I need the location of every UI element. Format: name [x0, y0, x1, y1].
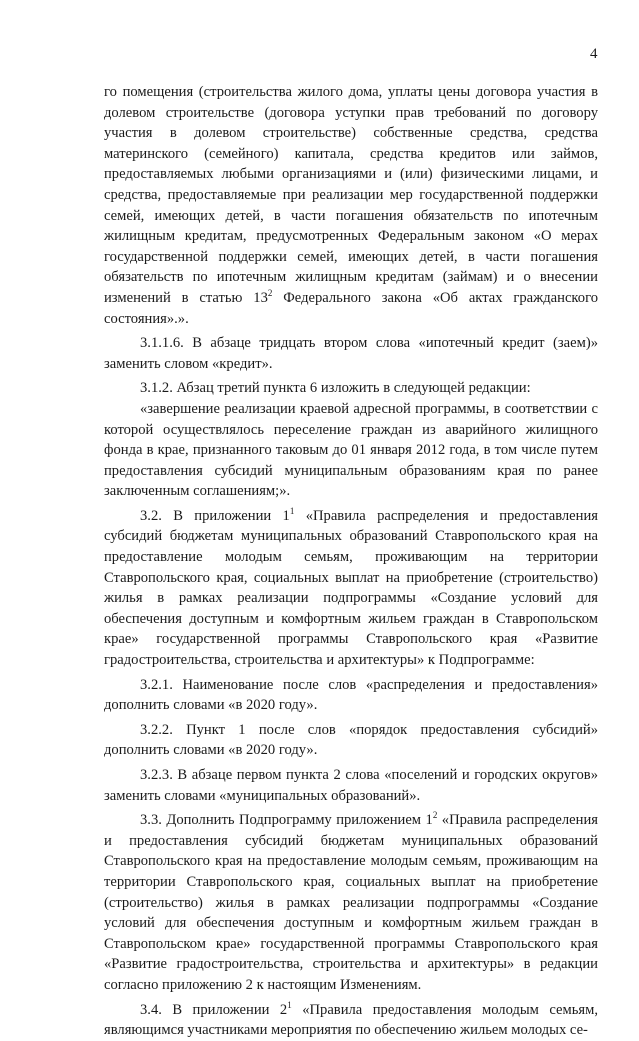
paragraph-3-1-2: 3.1.2. Абзац третий пункта 6 изложить в следующей редакции:	[140, 380, 531, 397]
paragraph-3-2-1: 3.2.1. Наименование после слов «распределения и предоставления» дополнить словами «в 2020 году».	[104, 676, 598, 714]
superscript: 1	[287, 999, 292, 1010]
paragraph-continuation: го помещения (строительства жилого дома, уплаты цены договора участия в долевом строительстве (договора уступки прав требований по договору участия в долевом строительстве) собственные средства, средства материнского (семейного) капитала, средства кредитов или займов, предоставляемых любыми организациями и (или) физическими лицами, и средства, предоставляемые при реализации мер государственной поддержки семей, имеющих детей, в части погашения обязательств по ипотечным жилищным кредитам, предусмотренных Федеральным законом «О мерах государственной поддержки семей, имеющих детей, в части погашения обязательств по ипотечным жилищным кредитам (займам) и о внесении изменений в статью $13^2$ Федерального закона «Об актах гражданского состояния».».	[104, 84, 598, 327]
superscript: 1	[289, 505, 295, 516]
paragraph-3-2-3: 3.2.3. В абзаце первом пункта 2 слова «поселений и городских округов» заменить словами «муниципальных образований».	[104, 767, 598, 804]
document-body	[104, 82, 598, 1041]
paragraph-3-2-2: 3.2.2. Пункт 1 после слов «порядок предоставления субсидий» дополнить словами «в 2020 году».	[104, 721, 598, 759]
paragraph-3-1-1-6: 3.1.1.6. В абзаце тридцать втором слова «ипотечный кредит (заем)» заменить словом «кредит».	[104, 335, 598, 372]
paragraph-3-4: 3.4. В приложении $2^1$ «Правила предоставления молодым семьям, являющимся участниками мероприятия по обеспечению жильем молодых се-	[104, 999, 598, 1039]
paragraph-quote: «завершение реализации краевой адресной программы, в соответствии с которой осуществлялось переселение граждан из аварийного жилищного фонда в крае, признанного таковым до 01 января 2012 года, в том числе путем предоставления субсидий муниципальным образованиям края по ранее заключенным соглашениям;».	[104, 400, 598, 500]
superscript: 2	[432, 810, 438, 821]
page-number: 4	[590, 46, 598, 62]
paragraph-3-2: 3.2. В приложении $1^1$ «Правила распределения и предоставления субсидий бюджетам муниципальных образований Ставропольского края на предоставление молодым семьям, проживающим на территории Ставропольского края, социальных выплат на приобретение (строительство) жилья в рамках реализации подпрограммы «Создание условий для обеспечения доступным и комфортным жильем граждан в Ставропольском крае» государственной программы Ставропольского края «Развитие градостроительства, строительства и архитектуры» к Подпрограмме:	[104, 505, 598, 669]
superscript: 2	[267, 287, 273, 298]
paragraph-3-3: 3.3. Дополнить Подпрограмму приложением $1^2$ «Правила распределения и предоставления субсидий бюджетам муниципальных образований Ставропольского края на предоставление молодым семьям, проживающим на территории Ставропольского края, социальных выплат на приобретение (строительство) жилья в рамках реализации подпрограммы «Создание условий для обеспечения доступным и комфортным жильем граждан в Ставропольском крае» государственной программы Ставропольского края «Развитие градостроительства, строительства и архитектуры» в редакции согласно приложению 2 к настоящим Изменениям.	[104, 810, 598, 993]
